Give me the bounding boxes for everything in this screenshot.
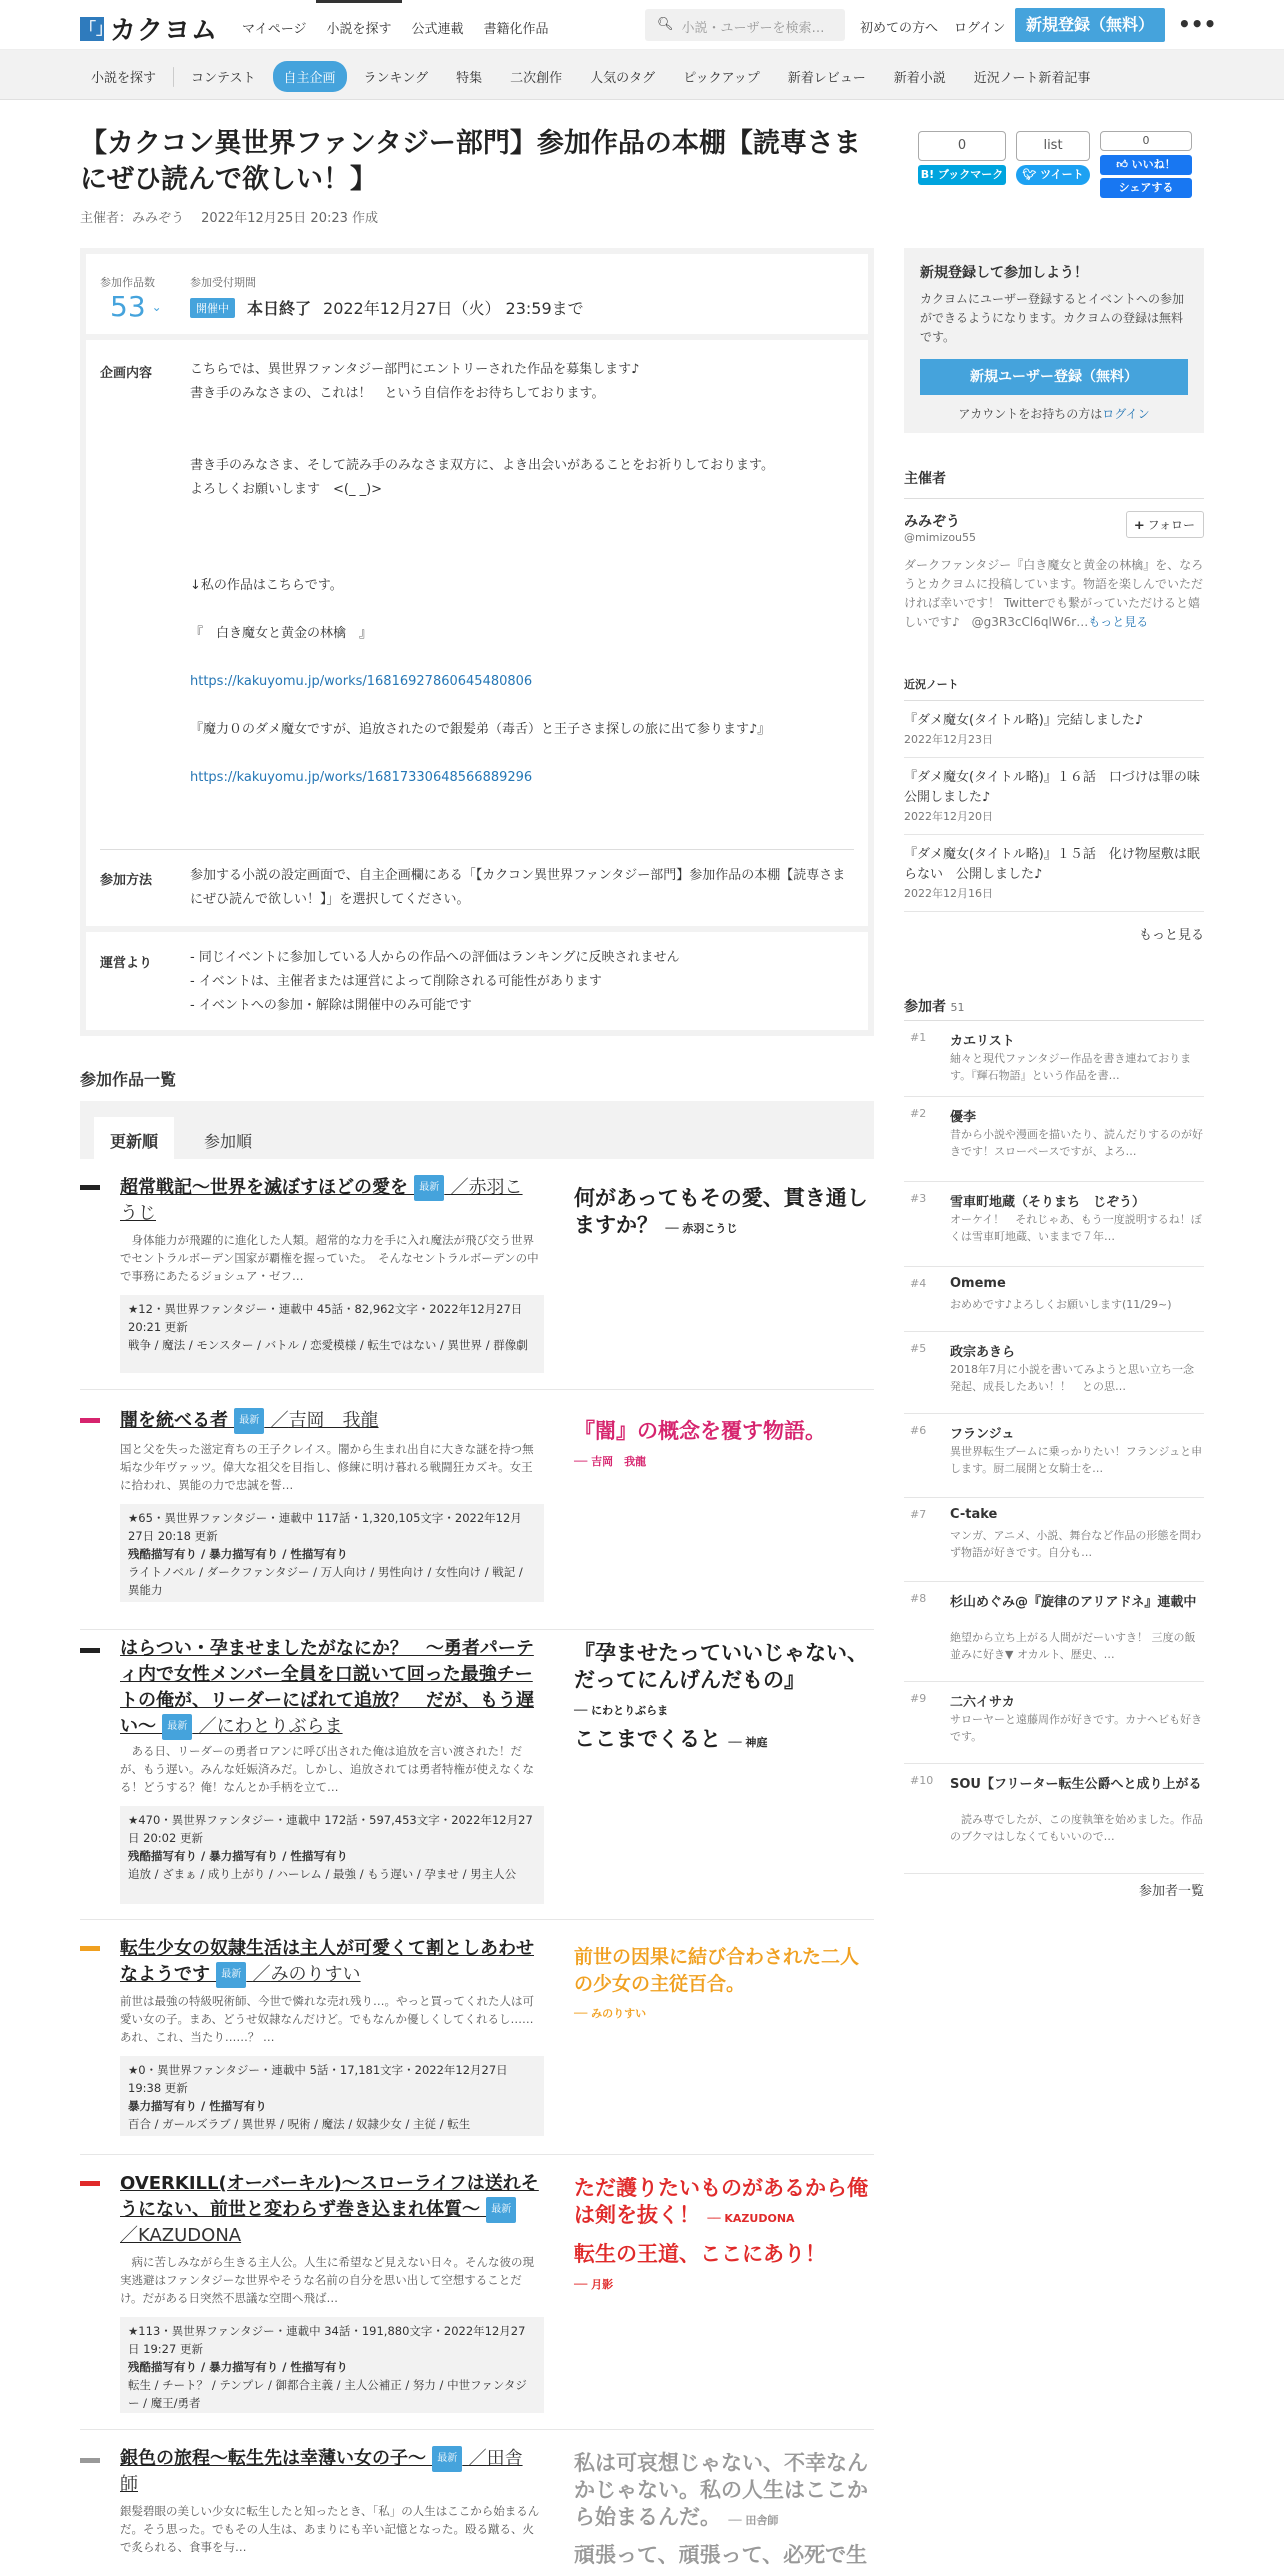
- work-color-bar: [80, 1648, 100, 1653]
- work-intro: 病に苦しみながら生きる主人公。人生に希望など見えない日々。そんな彼の現実逃避はファンタジーな世界やそうな名前の自分を思い出して空想することだけ。だがある日突然不思議な空間へ飛ば…: [120, 2255, 534, 2305]
- work-item: [80, 2155, 874, 2430]
- join-method-label: 参加方法: [100, 873, 153, 888]
- work-title[interactable]: はらつい・孕ませましたがなにか？ ～勇者パーティ内で女性メンバー全員を口説いて回った最強チートの俺が、リーダーにばれて追放？ だが、もう遅い～ 最新 ／にわとりぶらま: [120, 1636, 540, 1740]
- member-item[interactable]: #5 政宗あきら 2018年7月に小説を書いてみようと思い立ち一念発起、成長したあい！！ との思…: [904, 1332, 1204, 1414]
- work-tags[interactable]: ライトノベル / ダークファンタジー / 万人向け / 男性向け / 女性向け / 戦記 / 異能力: [128, 1565, 523, 1597]
- notes-section: [904, 676, 1213, 943]
- nav-books[interactable]: 書籍化作品: [483, 22, 549, 37]
- work-title[interactable]: 銀色の旅程～転生先は幸薄い女の子～ 最新 ／田舎師: [120, 2448, 523, 2495]
- twitter-bird-icon: 🐦︎: [1022, 168, 1037, 181]
- works-tabs: [80, 1101, 874, 1159]
- sidebar-login-link[interactable]: ログイン: [1102, 407, 1150, 421]
- event-details-panel: [80, 248, 874, 1036]
- like-label: いいね！: [1131, 158, 1176, 171]
- tweet-count-box: list: [1016, 131, 1090, 161]
- works-heading: 参加作品一覧: [80, 1070, 177, 1089]
- signup-title: 新規登録して参加しよう！: [920, 265, 1088, 281]
- work-tags[interactable]: 転生 / チート？ / テンプレ / 御都合主義 / 主人公補正 / 努力 / 中世ファンタジー / 魔王/勇者: [128, 2378, 527, 2410]
- search-placeholder: 小説・ユーザーを検索…: [681, 21, 825, 36]
- subnav-contest[interactable]: コンテスト: [191, 71, 256, 86]
- hatena-bookmark-button[interactable]: B! ブックマーク: [918, 165, 1006, 185]
- subnav-divider: [173, 67, 174, 87]
- work-stats: ★12・異世界ファンタジー・連載中 45話・82,962文字・2022年12月27日 20:21 更新: [128, 1302, 523, 1334]
- content-line: 書き手のみなさま、そして読み手のみなさま双方に、よき出会いがあることをお祈りしております。: [190, 458, 774, 473]
- search-input[interactable]: [645, 9, 845, 41]
- signup-box: [904, 248, 1204, 433]
- notes-heading: 近況ノート: [904, 678, 959, 691]
- admin-notes: - 同じイベントに参加している人からの作品への評価はランキングに反映されません - イベントは、主催者または運営によって削除される可能性があります - イベントへの参加・解除は開催中のみ可能です: [190, 950, 680, 1013]
- work-color-bar: [80, 2458, 100, 2463]
- work-stats: ★470・異世界ファンタジー・連載中 172話・597,453文字・2022年12月27日 20:02 更新: [128, 1813, 533, 1845]
- add-user-icon: ➕︎: [1134, 518, 1144, 532]
- subnav-ranking[interactable]: ランキング: [363, 71, 429, 86]
- member-item[interactable]: #8 杉山めぐみ@『旋律のアリアドネ』連載中 絶望から立ち上がる人間がだーいすき！ 三度の飯並みに好き▼ オカルト、歴史、…: [904, 1582, 1204, 1682]
- work-catchphrase: 何があってもその愛、貫き通しますか？ ── 赤羽こうじ: [574, 1186, 868, 1237]
- note-item[interactable]: 『ダメ魔女(タイトル略)』完結しました♪ 2022年12月23日: [904, 701, 1204, 758]
- new-badge: 最新: [234, 1408, 264, 1434]
- subnav-notes[interactable]: 近況ノート新着記事: [973, 71, 1091, 86]
- members-heading: [904, 996, 1204, 1016]
- login-link[interactable]: ログイン: [954, 21, 1006, 36]
- category-nav: [0, 50, 1284, 100]
- work-catchphrase: ただ護りたいものがあるから俺は剣を抜く！ ── KAZUDONA: [574, 2176, 868, 2227]
- bookmark-count: 0: [918, 131, 1006, 161]
- admin-note: イベントへの参加・解除は開催中のみ可能です: [198, 998, 472, 1013]
- period-label: 参加受付期間: [190, 276, 256, 289]
- signup-text: カクヨムにユーザー登録するとイベントへの参加ができるようになります。カクヨムの登録は無料です。: [920, 292, 1185, 344]
- work-author[interactable]: 吉岡 我龍: [288, 1410, 379, 1431]
- work-author[interactable]: にわとりぶらま: [216, 1716, 343, 1737]
- member-item[interactable]: #10 SOU【フリーター転生公爵へと成り上がる 読み専でしたが、この度執筆を始めました。作品のブクマはしなくてもいいので…: [904, 1764, 1204, 1874]
- work-item: [80, 1630, 874, 1920]
- nav-official[interactable]: 公式連載: [411, 22, 464, 37]
- follow-button[interactable]: [1126, 511, 1204, 538]
- work-color-bar: [80, 1185, 100, 1190]
- member-item[interactable]: #9 二六イサカ サローヤーと遠藤周作が好きです。カナヘビも好きです。: [904, 1682, 1204, 1764]
- work-item: [80, 1175, 874, 1390]
- entry-count-value: 53: [110, 290, 146, 323]
- work-intro: 身体能力が飛躍的に進化した人類。超常的な力を手に入れ魔法が飛び交う世界でセントラルボーデン国家が覇権を握っていた。 そんなセントラルボーデンの中で事務にあたるジョシュア・ゼフ…: [120, 1233, 539, 1283]
- work-stats: ★0・異世界ファンタジー・連載中 5話・17,181文字・2022年12月27日 19:38 更新: [128, 2063, 508, 2095]
- nav-mypage[interactable]: マイページ: [242, 22, 307, 37]
- member-item[interactable]: #4 Omeme おめめです♪よろしくお願いします(11/29~): [904, 1267, 1204, 1332]
- admin-note: 同じイベントに参加している人からの作品への評価はランキングに反映されません: [198, 950, 680, 965]
- content-label: 企画内容: [100, 366, 153, 381]
- new-badge: 最新: [432, 2446, 462, 2472]
- work-author[interactable]: 田舎師: [120, 2448, 523, 2495]
- work-meta: [120, 2056, 544, 2136]
- event-summary: [86, 254, 868, 340]
- subnav-events[interactable]: 自主企画: [273, 61, 347, 92]
- deadline-prefix: 本日終了: [247, 299, 312, 318]
- work-warnings: 残酷描写有り / 暴力描写有り / 性描写有り: [128, 1849, 348, 1863]
- join-method-text: 参加する小説の設定画面で、自主企画欄にある「【カクコン異世界ファンタジー部門】参加作品の本棚【読専さまにぜひ読んで欲しい！】」を選択してください。: [190, 868, 846, 907]
- work-warnings: 残酷描写有り / 暴力描写有り / 性描写有り: [128, 2360, 348, 2374]
- work-link-2[interactable]: https://kakuyomu.jp/works/16817330648566889296: [190, 770, 533, 785]
- work-item: [80, 1400, 874, 1630]
- nav-search-novels[interactable]: 小説を探す: [316, 0, 401, 50]
- work-author[interactable]: KAZUDONA: [138, 2225, 242, 2246]
- content-line: 書き手のみなさまの、これは！ という自信作をお待ちしております。: [190, 386, 605, 401]
- content-text: [190, 358, 850, 790]
- count-label: 参加作品数: [100, 276, 155, 289]
- work-warnings: 暴力描写有り / 性描写有り: [128, 2099, 267, 2113]
- logo-mark-icon: 「」: [80, 17, 104, 41]
- work-catchphrase: 前世の因果に結び合わされた二人の少女の主従百合。 ── みのりすい: [574, 1946, 860, 2020]
- member-item[interactable]: #6 フランジュ 異世界転生ブームに乗っかりたい！フランジュと申します。厨二展開と女騎士を…: [904, 1414, 1204, 1498]
- host-heading: 主催者: [904, 471, 946, 487]
- site-header: [0, 0, 1284, 50]
- subnav-feature[interactable]: 特集: [456, 71, 483, 86]
- subnav-tags[interactable]: 人気のタグ: [590, 71, 656, 86]
- notes-more-link[interactable]: もっと見る: [1138, 928, 1204, 943]
- new-badge: 最新: [486, 2197, 516, 2223]
- work-stats: ★65・異世界ファンタジー・連載中 117話・1,320,105文字・2022年12月27日 20:18 更新: [128, 1511, 522, 1543]
- subnav-search[interactable]: 小説を探す: [91, 71, 157, 86]
- subnav-fanfic[interactable]: 二次創作: [510, 71, 563, 86]
- member-item[interactable]: #1 カエリスト 紬々と現代ファンタジー作品を書き連ねております。『輝石物語』という作品を書…: [904, 1021, 1204, 1097]
- thumbs-up-icon: 👍︎: [1116, 158, 1128, 171]
- host-section: [904, 468, 1204, 632]
- deadline: 2022年12月27日（火） 23:59まで: [323, 299, 584, 318]
- tweet-label: ツイート: [1040, 168, 1084, 181]
- host-more-link[interactable]: もっと見る: [1088, 615, 1149, 629]
- members-list-link[interactable]: 参加者一覧: [1138, 1884, 1204, 1899]
- work-tags[interactable]: 百合 / ガールズラブ / 異世界 / 呪術 / 魔法 / 奴隷少女 / 主従 / 転生: [128, 2117, 471, 2131]
- note-item[interactable]: 『ダメ魔女(タイトル略)』１６話 口づけは罪の味 公開しました♪ 2022年12月20日: [904, 758, 1204, 835]
- work-catchphrase-2: 頑張って、頑張って、必死で生: [574, 2543, 868, 2567]
- event-host-line: 主催者：みみぞう 2022年12月25日 20:23 作成: [80, 211, 379, 226]
- tweet-button[interactable]: [1016, 165, 1090, 185]
- event-title: 【カクコン異世界ファンタジー部門】参加作品の本棚【読専さまにぜひ読んで欲しい！】: [80, 128, 861, 195]
- work-meta: [120, 1295, 544, 1373]
- members-count: 51: [950, 1001, 965, 1014]
- header-nav: [232, 0, 559, 50]
- chevron-down-icon: ⌄: [151, 299, 162, 314]
- new-badge: 最新: [162, 1714, 192, 1740]
- content-line: 『魔力０のダメ魔女ですが、追放されたので銀髪弟（毒舌）と王子さま探しの旅に出て参ります♪』: [190, 722, 771, 737]
- work-title[interactable]: OVERKILL(オーバーキル)～スローライフは送れそうにない、前世と変わらず巻き込まれ体質～ 最新 ／KAZUDONA: [120, 2173, 539, 2246]
- member-item[interactable]: #7 C-take マンガ、アニメ、小説、舞台など作品の形態を問わず物語が好きです。自分も…: [904, 1498, 1204, 1582]
- work-intro: 銀髪碧眼の美しい少女に転生したと知ったとき、「私」の人生はここから始まるんだ。そう思った。でもその人生は、あまりにも辛い記憶となった。殴る蹴る、火で炙られる、食事を与…: [120, 2504, 540, 2554]
- subnav-pickup[interactable]: ピックアップ: [683, 71, 760, 86]
- work-item: [80, 2430, 874, 2568]
- work-title[interactable]: 転生少女の奴隷生活は主人が可愛くて割としあわせなようです 最新 ／みのりすい: [120, 1936, 540, 1988]
- work-meta: [120, 1504, 544, 1602]
- tab-joined[interactable]: 参加順: [204, 1132, 253, 1151]
- work-intro: ある日、リーダーの勇者ロアンに呼び出された俺は追放を言い渡された！だが、もう遅い。みんな妊娠済みだ。しかし、追放されては勇者特権が使えなくなる！どうする？俺！なんとか手柄を立て…: [120, 1744, 534, 1794]
- work-meta: [120, 1806, 544, 1904]
- logo-text: カクヨム: [110, 16, 219, 46]
- facebook-like-button[interactable]: [1100, 155, 1192, 175]
- work-color-bar: [80, 2181, 100, 2186]
- facebook-share-button[interactable]: シェアする: [1100, 178, 1192, 198]
- content-line: 『 白き魔女と黄金の林檎 』: [190, 626, 373, 641]
- work-catchphrase-2: ここまでくると ── 神庭: [574, 1727, 768, 1751]
- divider: [86, 926, 868, 932]
- member-item[interactable]: #2 優李 昔から小説や漫画を描いたり、読んだりするのが好きです！スローペースですが、よろ…: [904, 1097, 1204, 1182]
- work-link-1[interactable]: https://kakuyomu.jp/works/16816927860645480806: [190, 674, 533, 689]
- first-time-link[interactable]: 初めての方へ: [860, 21, 939, 36]
- admin-label: 運営より: [100, 956, 153, 971]
- new-badge: 最新: [216, 1962, 246, 1988]
- divider: [100, 849, 854, 850]
- search-icon: 🔍︎: [657, 17, 674, 32]
- work-title[interactable]: 超常戦記～世界を滅ぼすほどの愛を 最新 ／赤羽こうじ: [120, 1177, 523, 1224]
- work-warnings: 残酷描写有り / 暴力描写有り / 性描写有り: [128, 1547, 348, 1561]
- site-logo[interactable]: [80, 10, 218, 47]
- work-color-bar: [80, 1946, 100, 1951]
- subnav-new-novels[interactable]: 新着小説: [893, 71, 946, 86]
- subnav-reviews[interactable]: 新着レビュー: [787, 71, 866, 86]
- host-name[interactable]: みみぞう: [904, 514, 960, 530]
- work-meta: [120, 2317, 544, 2413]
- new-badge: 最新: [414, 1175, 444, 1201]
- follow-label: フォロー: [1147, 518, 1195, 532]
- work-catchphrase: 『孕ませたっていいじゃない、だってにんげんだもの』 ── にわとりぶらま: [574, 1641, 868, 1717]
- content-line: こちらでは、異世界ファンタジー部門にエントリーされた作品を募集します♪: [190, 362, 640, 377]
- work-author[interactable]: みのりすい: [270, 1964, 361, 1985]
- work-author[interactable]: 赤羽こうじ: [120, 1177, 523, 1224]
- work-catchphrase-2: 転生の王道、ここにあり！ ── 月影: [574, 2242, 826, 2291]
- register-button[interactable]: 新規登録（無料）: [1015, 8, 1165, 42]
- admin-note: イベントは、主催者または運営によって削除される可能性があります: [198, 974, 602, 989]
- work-intro: 国と父を失った滋定育ちの王子クレイス。闇から生まれ出自に大きな謎を持つ無垢な少年ヴァッツ。偉大な祖父を目指し、修練に明け暮れる戦闘狂カズキ。女王に拾われ、異能の力で忠誠を誓…: [120, 1442, 534, 1492]
- like-count: 0: [1100, 131, 1192, 151]
- members-title: 参加者: [904, 999, 946, 1015]
- login-prompt: アカウントをお持ちの方はログイン: [958, 407, 1150, 421]
- work-intro: 前世は最強の特級呪術師、今世で憐れな売れ残り…。やっと買ってくれた人は可愛い女の子。まあ、どうせ奴隷なんだけど。でもなんか優しくしてくれるし……あれ、これ、当たり……？ …: [120, 1994, 534, 2044]
- member-item[interactable]: #3 雪車町地蔵（そりまち じぞう） オーケイ！ それじゃあ、もう一度説明するね！ぼくは雪車町地蔵、いままで７年…: [904, 1182, 1204, 1267]
- status-badge: 開催中: [190, 298, 235, 318]
- work-item: [80, 1920, 874, 2155]
- work-tags[interactable]: 追放 / ざまぁ / 成り上がり / ハーレム / 最強 / もう遅い / 孕ませ / 男主人公: [128, 1867, 517, 1881]
- work-catchphrase: 私は可哀想じゃない、不幸なんかじゃない。私の人生はここから始まるんだ。 ── 田舎師: [574, 2451, 868, 2529]
- content-line: よろしくお願いします <(_ _)>: [190, 482, 383, 497]
- note-item[interactable]: 『ダメ魔女(タイトル略)』１５話 化け物屋敷は眠らない 公開しました♪ 2022年12月16日: [904, 835, 1204, 912]
- host-id: @mimizou55: [904, 531, 977, 544]
- share-buttons: [918, 131, 1192, 198]
- more-menu-icon[interactable]: •••: [1178, 12, 1217, 36]
- work-catchphrase: 『闇』の概念を覆す物語。 ── 吉岡 我龍: [574, 1419, 826, 1468]
- work-tags[interactable]: 戦争 / 魔法 / モンスター / バトル / 恋愛模様 / 転生ではない / 異世界 / 群像劇: [128, 1338, 528, 1352]
- work-title[interactable]: 闇を統べる者 最新 ／吉岡 我龍: [120, 1408, 540, 1434]
- tab-updated[interactable]: 更新順: [94, 1117, 174, 1159]
- work-stats: ★113・異世界ファンタジー・連載中 34話・191,880文字・2022年12月27日 19:27 更新: [128, 2324, 526, 2356]
- host-bio: ダークファンタジー『白き魔女と黄金の林檎』を、なろうとカクヨムに投稿しています。物語を楽しんでいただければ幸いです！ Twitterでも繋がっていただけると嬉しいです♪ @g3R3cCl6qlW6r…もっと見る: [904, 558, 1204, 629]
- signup-button[interactable]: 新規ユーザー登録（無料）: [920, 359, 1188, 395]
- work-color-bar: [80, 1418, 100, 1423]
- content-line: ↓私の作品はこちらです。: [190, 578, 343, 593]
- entry-count[interactable]: [110, 290, 162, 323]
